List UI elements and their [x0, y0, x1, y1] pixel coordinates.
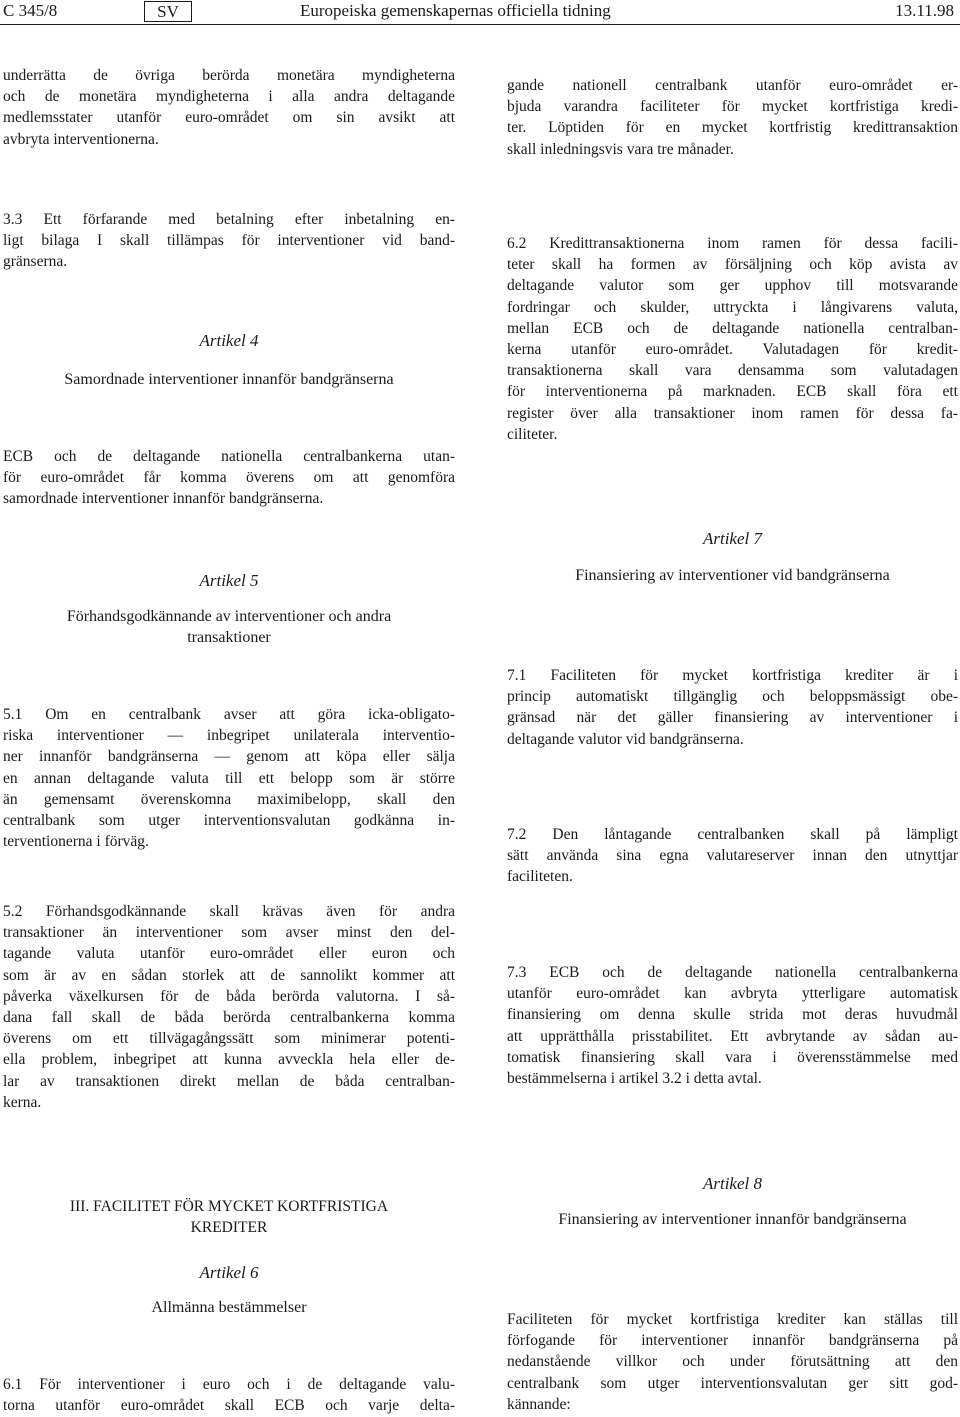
text-line: riska interventioner — inbegripet unilaterala interventio-: [3, 727, 455, 745]
text-line: kännande:: [507, 1395, 571, 1413]
text-line: torna utanför euro-området skall ECB och varje delta-: [3, 1397, 455, 1415]
text-line: bestämmelserna i artikel 3.2 i detta avtal.: [507, 1070, 762, 1088]
section-iii-title: [3, 1196, 455, 1238]
intro-paragraph-left: [3, 65, 455, 150]
text-line: skall inledningsvis vara tre månader.: [507, 140, 734, 158]
language-badge: SV: [144, 1, 192, 22]
article-5-title: [3, 606, 455, 648]
article-6-title: Allmänna bestämmelser: [151, 1299, 307, 1316]
article-8-number: Artikel 8: [702, 1174, 762, 1193]
text-line: 3.3 Ett förfarande med betalning efter inbetalning en-: [3, 211, 455, 228]
text-line: princip automatiskt tillgänglig och beloppsmässigt obe-: [507, 688, 958, 706]
text-line: tagande valuta utanför euro-området eller euron och: [3, 945, 455, 963]
article-5-number: Artikel 5: [199, 571, 259, 590]
text-line: centralbank som utger interventionsvalutan ger sitt god-: [507, 1374, 958, 1392]
text-line: mellan ECB och de deltagande nationella centralban-: [507, 319, 958, 337]
text-line: ligt bilaga I skall tillämpas för interventioner vid band-: [3, 232, 455, 250]
text-line: avbryta interventionerna.: [3, 130, 159, 148]
article-4-title: Samordnade interventioner innanför bandgränserna: [64, 371, 394, 388]
text-line: som är av en sådan storlek att de sannolikt kommer att: [3, 966, 455, 984]
text-line: register över alla transaktioner inom ramen för dessa fa-: [507, 404, 958, 422]
text-line: samordnade interventioner innanför bandgränserna.: [3, 490, 324, 508]
text-line: medlemsstater utanför euro-området om sin avsikt att: [3, 109, 455, 127]
text-line: utanför euro-området kan avbryta ytterligare automatisk: [507, 985, 958, 1003]
text-line: teter skall ha formen av försäljning och köp avista av: [507, 256, 958, 274]
paragraph-7-1: [507, 665, 958, 750]
title-line: Förhandsgodkännande av interventioner och andra: [66, 608, 392, 625]
paragraph-5-2: [3, 901, 455, 1113]
title-line: KREDITER: [190, 1219, 268, 1236]
text-line: deltagande valutor som ger upphov till motsvarande: [507, 277, 958, 295]
article-4-number: Artikel 4: [199, 331, 259, 350]
text-line: gränsad när det gäller finansiering av interventioner i: [507, 709, 958, 727]
text-line: 5.1 Om en centralbank avser att göra icka-obligato-: [3, 706, 455, 723]
paragraph-7-3: [507, 962, 958, 1089]
text-line: ciliteter.: [507, 425, 558, 443]
page-header: [0, 0, 960, 26]
article-4-body: [3, 446, 455, 510]
text-line: nedanstående villkor och under förutsättning att den: [507, 1353, 958, 1371]
title-line: FACILITET FÖR MYCKET KORTFRISTIGA: [93, 1198, 389, 1215]
text-line: underrätta de övriga berörda monetära myndigheterna: [3, 67, 455, 84]
paragraph-6-1: [3, 1374, 455, 1416]
text-line: 7.2 Den låntagande centralbanken skall på lämpligt: [507, 826, 958, 843]
paragraph-3-3: [3, 209, 455, 273]
text-line: tomatisk finansiering skall vara i överensstämmelse med: [507, 1048, 958, 1066]
section-number: III.: [69, 1198, 90, 1215]
text-line: sätt använda sina egna valutareserver innan den utnyttjar: [507, 847, 958, 865]
text-line: fordringar och skulder, uttryckta i långivarens valuta,: [507, 298, 958, 316]
text-line: kerna.: [3, 1093, 42, 1111]
paragraph-6-2: [507, 233, 958, 445]
article-8-title: Finansiering av interventioner innanför bandgränserna: [558, 1211, 907, 1228]
article-6-number: Artikel 6: [199, 1263, 259, 1282]
text-line: en annan deltagande valuta till ett belopp som är större: [3, 769, 455, 787]
text-line: och de monetära myndigheterna i alla andra deltagande: [3, 88, 455, 106]
article-8-body: [507, 1309, 958, 1415]
text-line: transaktioner än interventioner som avser minst den del-: [3, 924, 455, 942]
text-line: gränserna.: [3, 253, 68, 271]
text-line: än gemensamt överenskomna maximibelopp, skall den: [3, 790, 455, 808]
header-rule: [0, 24, 960, 25]
text-line: 7.3 ECB och de deltagande nationella centralbankerna: [507, 964, 958, 981]
text-line: för interventionerna på marknaden. ECB skall föra ett: [507, 383, 958, 401]
text-line: ner innanför bandgränserna — genom att köpa eller sälja: [3, 748, 455, 766]
text-line: kerna utanför euro-området. Valutadagen för kredit-: [507, 341, 958, 359]
text-line: 7.1 Faciliteten för mycket kortfristiga krediter är i: [507, 667, 958, 684]
text-line: finansiering om denna skulle strida mot deras huvudmål: [507, 1006, 958, 1024]
text-line: centralbank som utger interventionsvalutan godkänna in-: [3, 812, 455, 830]
text-line: deltagande valutor vid bandgränserna.: [507, 730, 744, 748]
text-line: faciliteten.: [507, 868, 573, 886]
journal-title: Europeiska gemenskapernas officiella tidning: [300, 1, 611, 20]
text-line: att upprätthålla prisstabilitet. Ett avbrytande av sådan au-: [507, 1027, 958, 1045]
text-line: ECB och de deltagande nationella centralbankerna utan-: [3, 448, 455, 465]
issue-date: 13.11.98: [895, 1, 954, 20]
text-line: ella problem, inbegripet att kunna avveckla hela eller de-: [3, 1051, 455, 1069]
page-reference: C 345/8: [3, 1, 58, 20]
title-line: transaktioner: [187, 629, 271, 646]
text-line: överens om ett tillvägagångssätt som minimerar potenti-: [3, 1030, 455, 1048]
text-line: 6.1 För interventioner i euro och i de deltagande valu-: [3, 1376, 455, 1393]
text-line: lar av transaktionen direkt mellan de båda centralban-: [3, 1072, 455, 1090]
text-line: 5.2 Förhandsgodkännande skall krävas även för andra: [3, 903, 455, 920]
text-line: Faciliteten för mycket kortfristiga krediter kan ställas till: [507, 1311, 958, 1328]
text-line: för euro-området får komma överens om att genomföra: [3, 469, 455, 487]
text-line: förfogande för interventioner innanför bandgränserna på: [507, 1332, 958, 1350]
intro-paragraph-right: [507, 75, 958, 160]
text-line: transaktionerna skall vara densamma som valutadagen: [507, 362, 958, 380]
article-7-title: Finansiering av interventioner vid bandgränserna: [575, 567, 890, 584]
paragraph-5-1: [3, 704, 455, 852]
article-7-number: Artikel 7: [702, 529, 762, 548]
text-line: 6.2 Kredittransaktionerna inom ramen för dessa facili-: [507, 235, 958, 252]
text-line: terventionerna i förväg.: [3, 833, 149, 851]
text-line: bjuda varandra faciliteter för mycket kortfristiga kredi-: [507, 98, 958, 116]
text-line: gande nationell centralbank utanför euro-området er-: [507, 77, 958, 94]
text-line: dana fall skall de båda berörda centralbankerna komma: [3, 1009, 455, 1027]
text-line: påverka växelkursen för de båda berörda valutorna. I så-: [3, 987, 455, 1005]
paragraph-7-2: [507, 824, 958, 888]
text-line: ter. Löptiden för en mycket kortfristig kredittransaktion: [507, 119, 958, 137]
